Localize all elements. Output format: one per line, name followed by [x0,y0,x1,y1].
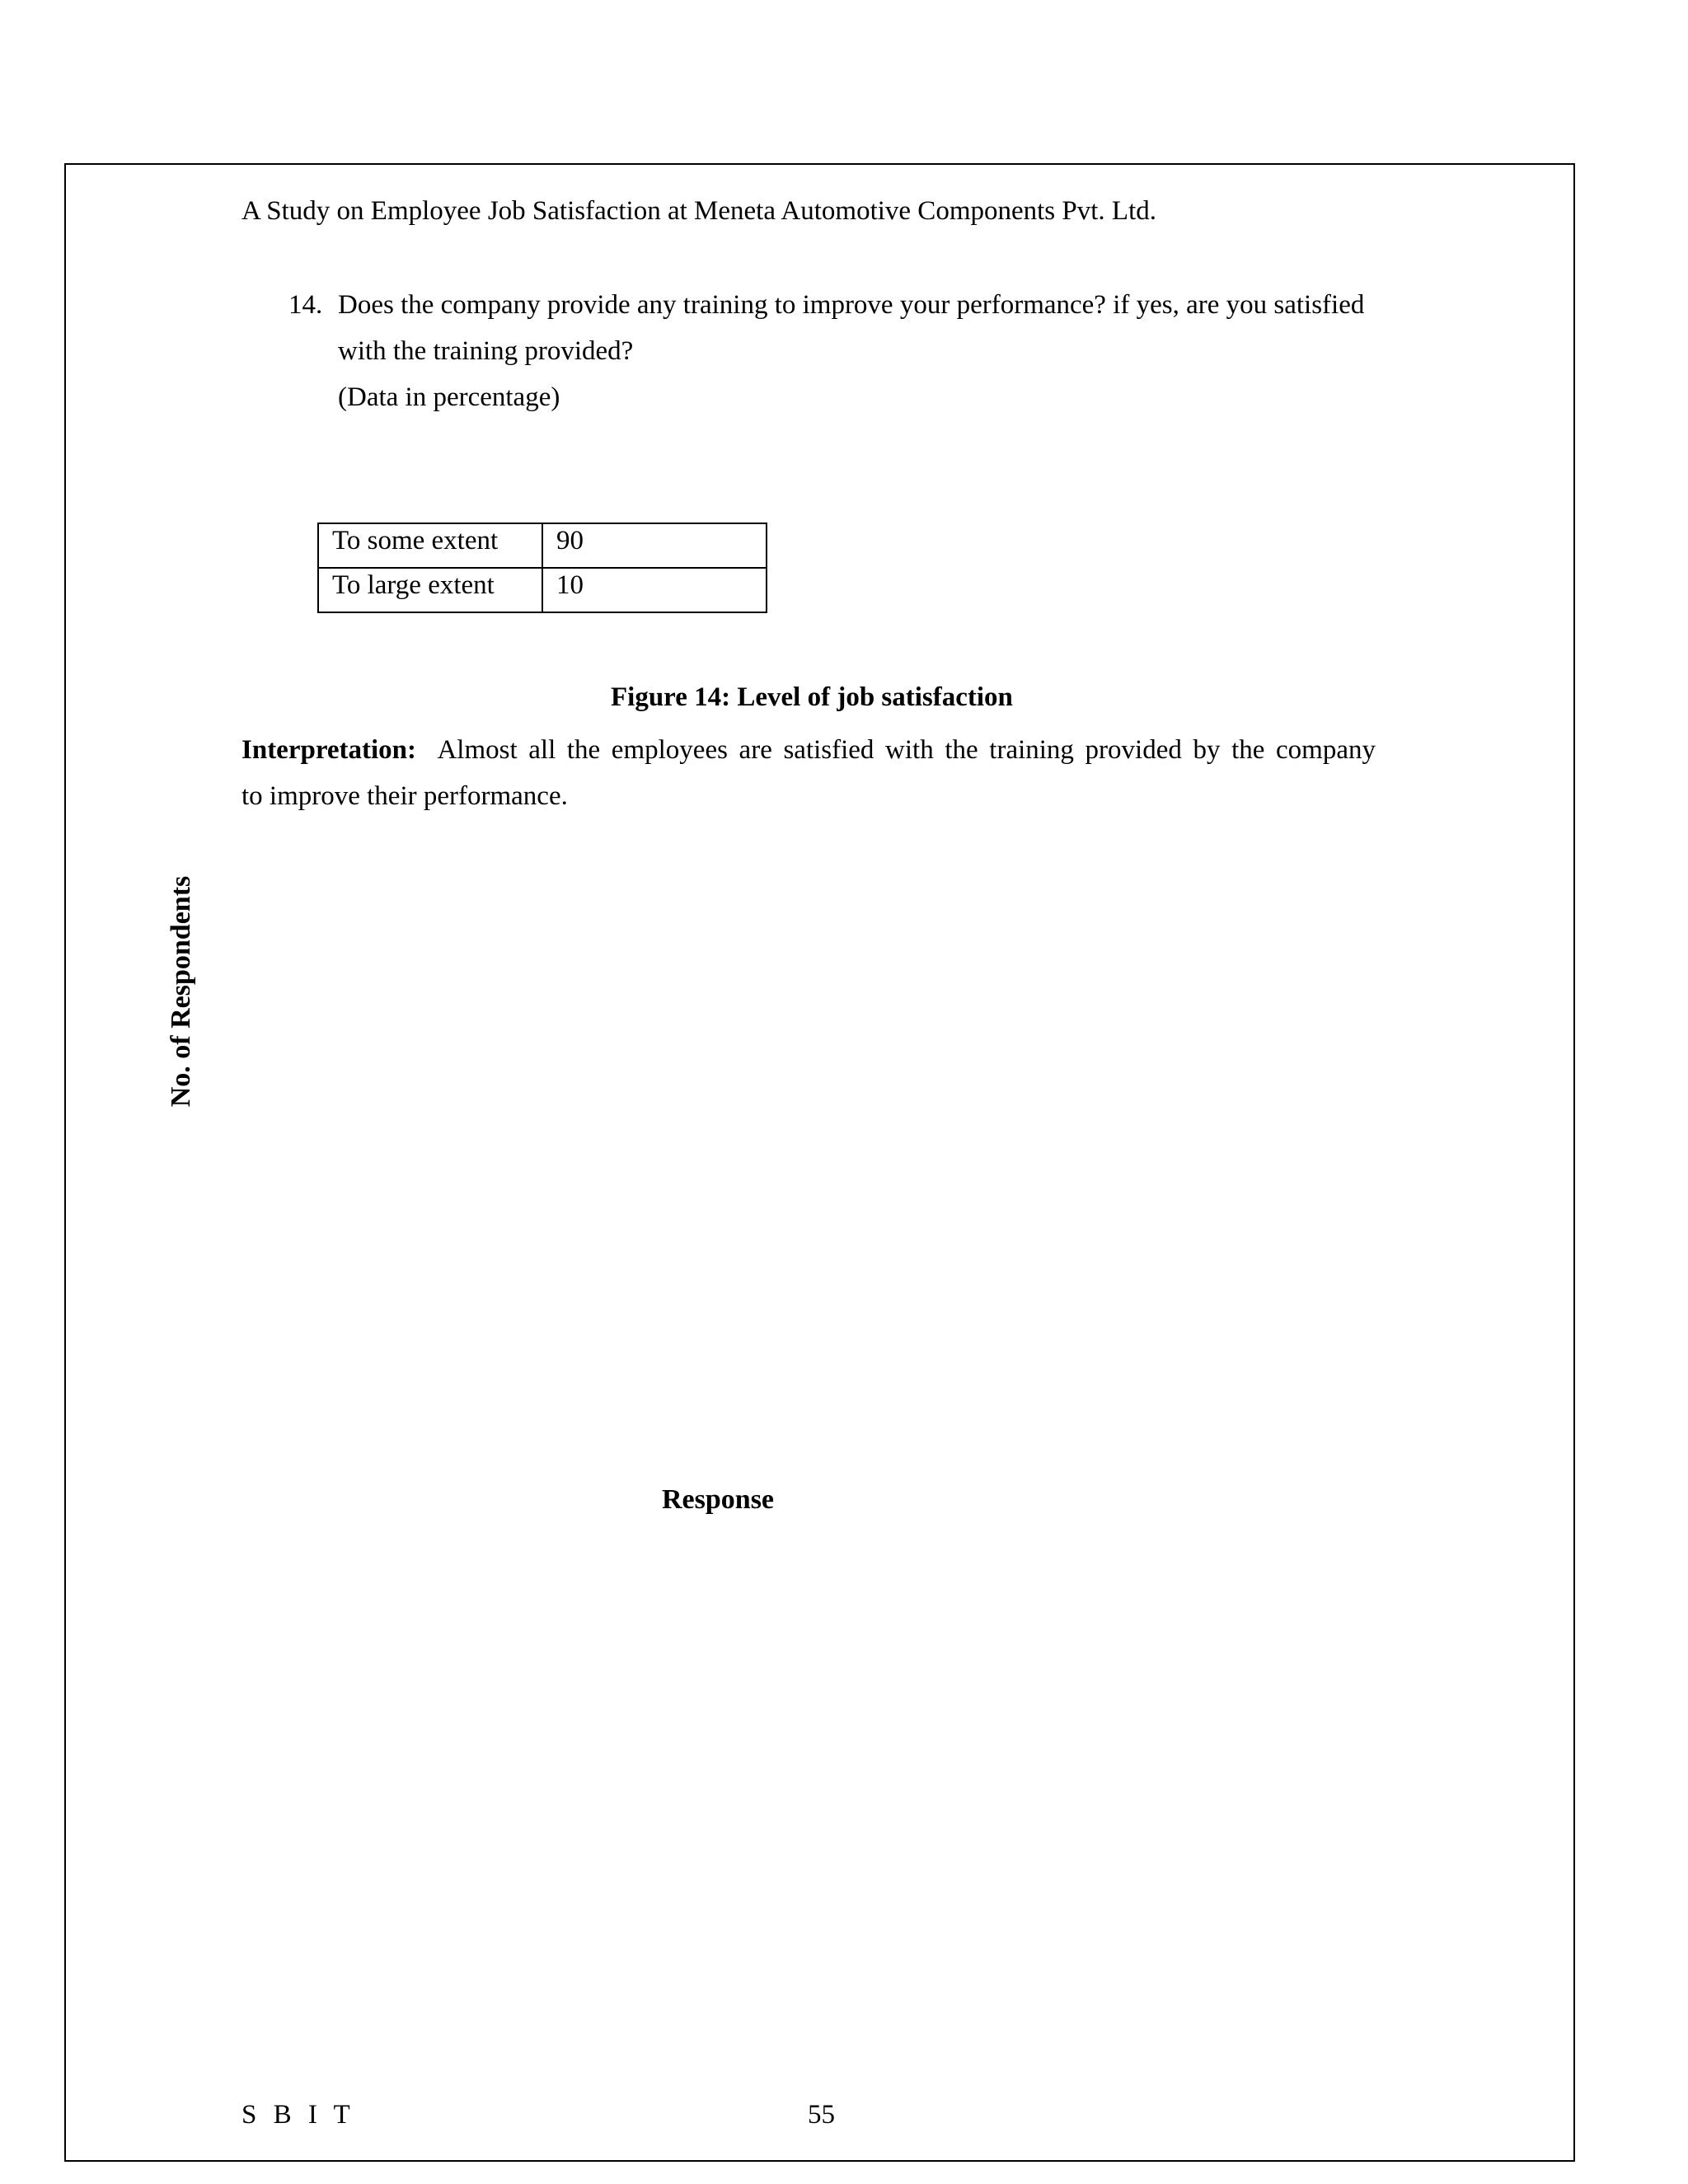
question-text-line1: Does the company provide any training to improve your performance? if yes, are you satisfied [338,290,1365,320]
question-note: (Data in percentage) [338,382,560,412]
table-cell-value: 90 [542,523,767,568]
interpretation-paragraph [241,727,1376,819]
response-table [317,523,767,613]
chart-x-axis-label: Response [662,1484,775,1515]
table-cell-label: To large extent [318,568,542,612]
table-cell-label: To some extent [318,523,542,568]
question-text-line2: with the training provided? [338,336,634,366]
chart-y-axis-label: No. of Respondents [166,875,196,1108]
page-number: 55 [808,2100,835,2130]
interpretation-text-line1: Almost all the employees are satisfied with the training provided by the company [437,735,1376,765]
table-row [318,523,767,568]
interpretation-line1 [241,727,1376,773]
page-border [64,163,1575,2162]
document-header: A Study on Employee Job Satisfaction at Meneta Automotive Components Pvt. Ltd. [241,196,1156,226]
figure-caption: Figure 14: Level of job satisfaction [611,682,1013,712]
interpretation-text-line2: to improve their performance. [241,781,568,811]
footer-institution: S B I T [241,2100,355,2130]
interpretation-label: Interpretation: [241,735,417,765]
table-row [318,568,767,612]
question-number: 14. [288,290,323,320]
table-cell-value: 10 [542,568,767,612]
